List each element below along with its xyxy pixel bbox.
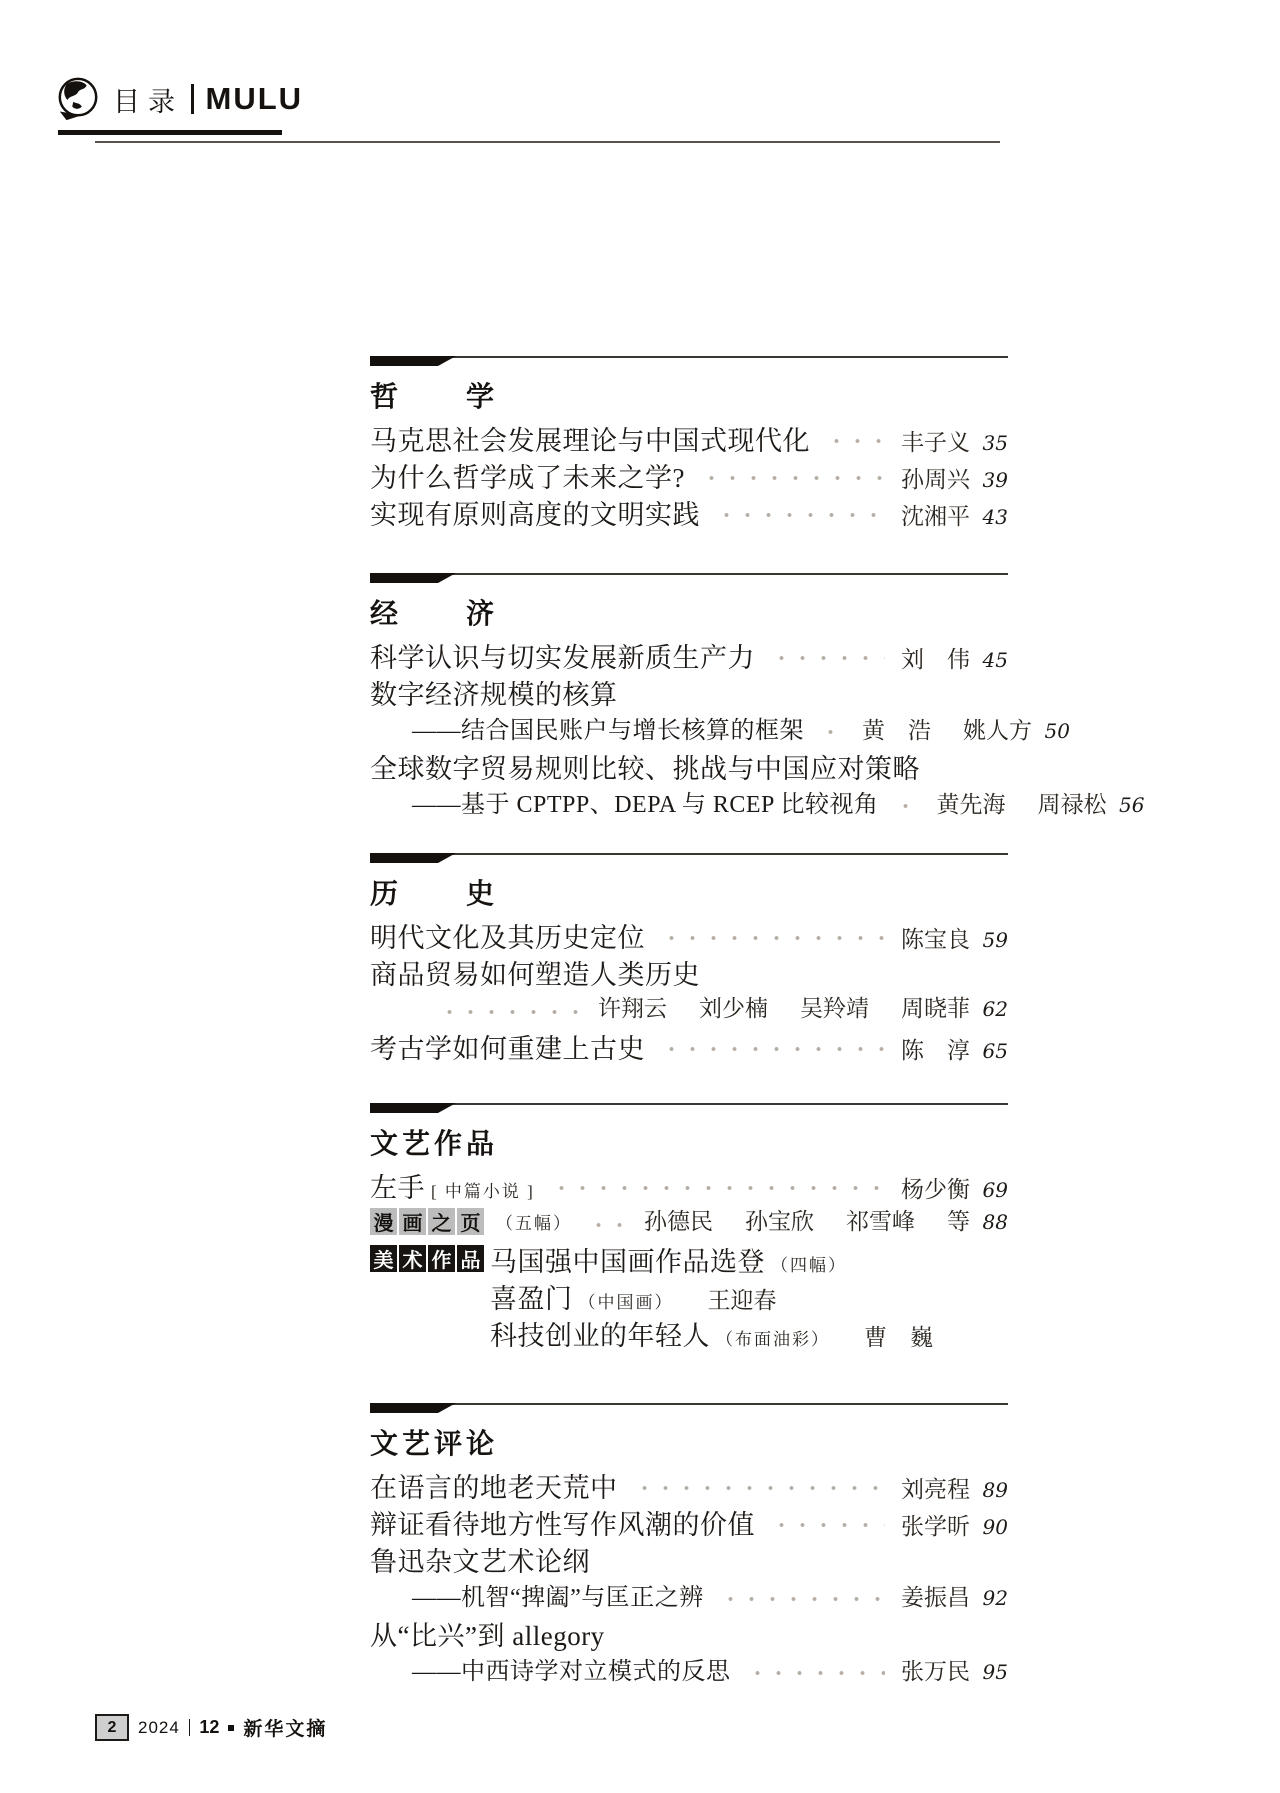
entry-page-number: 59 <box>982 928 1008 952</box>
section-title: 文艺评论 <box>370 1429 499 1460</box>
author-name: 周晓菲 <box>901 996 970 1021</box>
entry-page-number: 90 <box>982 1515 1008 1539</box>
author-name: 等 <box>947 1209 970 1234</box>
entry-title: 考古学如何重建上古史 <box>370 1034 645 1064</box>
toc-section <box>370 1403 1008 1688</box>
section-bar <box>370 1103 1008 1113</box>
entry-authors <box>598 990 970 1023</box>
entry-authors <box>901 1579 970 1612</box>
section-rule <box>370 1403 1008 1405</box>
tag-char: 漫 <box>370 1208 397 1235</box>
author-name: 张万民 <box>901 1659 970 1684</box>
entry-authors <box>937 786 1107 819</box>
page-title-en: MULU <box>205 81 304 116</box>
entry-title: 科学认识与切实发展新质生产力 <box>370 643 755 673</box>
section-bar <box>370 853 1008 863</box>
entry-page-number: 95 <box>982 1660 1008 1684</box>
entry-page-number: 43 <box>982 505 1008 529</box>
tag-char: 页 <box>457 1208 484 1235</box>
author-name: 吴羚靖 <box>800 996 869 1021</box>
entry-title: 商品贸易如何塑造人类历史 <box>370 960 700 990</box>
entry-title: 为什么哲学成了未来之学? <box>370 463 685 493</box>
author-name: 孙德民 <box>644 1209 713 1234</box>
entry-authors <box>901 498 970 531</box>
entry-title: 鲁迅杂文艺术论纲 <box>370 1547 590 1577</box>
entry-title: ——机智“捭阖”与匡正之辨 <box>412 1585 704 1611</box>
entry-note: （布面油彩） <box>716 1330 830 1349</box>
author-name: 杨少衡 <box>901 1177 970 1202</box>
toc-entry <box>370 1027 1008 1064</box>
author-name: 姜振昌 <box>901 1585 970 1610</box>
author-name: 曹 巍 <box>864 1325 933 1350</box>
entry-title: 从“比兴”到 allegory <box>370 1621 605 1651</box>
tag-char: 画 <box>399 1208 426 1235</box>
entry-page-number: 88 <box>982 1210 1008 1234</box>
entry-title: 数字经济规模的核算 <box>370 680 618 710</box>
entry-note: （五幅） <box>496 1214 572 1233</box>
page-footer <box>95 1714 327 1741</box>
tag-char: 术 <box>399 1245 426 1272</box>
entry-title: 辩证看待地方性写作风潮的价值 <box>370 1510 755 1540</box>
entry-authors <box>901 1508 970 1541</box>
author-name: 沈湘平 <box>901 504 970 529</box>
entry-title: ——中西诗学对立模式的反思 <box>412 1659 731 1685</box>
header-divider <box>191 84 194 114</box>
entry-page-number: 89 <box>982 1478 1008 1502</box>
author-name: 张学昕 <box>901 1514 970 1539</box>
entry-page-number: 56 <box>1119 793 1145 817</box>
section-wedge-icon <box>370 1103 456 1113</box>
entry-authors <box>901 1653 970 1686</box>
footer-square-icon <box>228 1725 234 1731</box>
toc-entry <box>370 953 1008 990</box>
author-name: 黄 浩 <box>862 718 931 743</box>
dot-leader <box>632 1484 886 1492</box>
page-title-cn: 目录 <box>113 86 183 117</box>
author-name: 孙宝欣 <box>745 1209 814 1234</box>
section-bar <box>370 1403 1008 1413</box>
toc-entry <box>370 1466 1008 1503</box>
entry-page-number: 35 <box>982 431 1008 455</box>
toc-section <box>370 1103 1008 1351</box>
author-name: 祁雪峰 <box>846 1209 915 1234</box>
author-name: 丰子义 <box>901 430 970 455</box>
dot-leader <box>769 654 885 662</box>
entry-title: ——基于 CPTPP、DEPA 与 RCEP 比较视角 <box>412 792 879 818</box>
author-name: 黄先海 <box>936 792 1006 817</box>
toc-entry <box>370 1577 1008 1614</box>
footer-issue: 12 <box>199 1717 220 1737</box>
section-title: 历 史 <box>370 879 499 910</box>
toc-entry <box>370 456 1008 493</box>
entry-title: 明代文化及其历史定位 <box>370 923 645 953</box>
dot-leader <box>893 802 921 810</box>
entry-title: 左手 <box>370 1173 425 1203</box>
section-bar <box>370 356 1008 366</box>
entry-page-number: 62 <box>982 997 1008 1021</box>
toc-section <box>370 853 1008 1064</box>
entry-authors <box>708 1282 777 1315</box>
entry-page-number: 39 <box>982 468 1008 492</box>
author-name: 姚人方 <box>963 718 1032 743</box>
section-entries <box>370 419 1008 530</box>
dot-leader <box>718 1595 885 1603</box>
author-name: 刘少楠 <box>699 996 768 1021</box>
entry-authors <box>864 1319 933 1352</box>
tag-char: 之 <box>428 1208 455 1235</box>
toc-entry <box>370 784 1145 821</box>
toc-entry <box>370 1503 1008 1540</box>
toc-section <box>370 573 1145 821</box>
toc-entry <box>370 990 1008 1027</box>
author-name: 王迎春 <box>707 1288 777 1313</box>
entry-title: 喜盈门 <box>490 1284 573 1314</box>
toc-entry <box>370 916 1008 953</box>
section-rule <box>370 356 1008 358</box>
entry-tag <box>370 1208 484 1235</box>
dot-leader <box>714 511 885 519</box>
section-rule <box>370 573 1008 575</box>
entry-authors <box>901 461 970 494</box>
entry-authors <box>644 1203 970 1236</box>
entry-title: 马克思社会发展理论与中国式现代化 <box>370 426 810 456</box>
footer-divider <box>189 1719 191 1736</box>
toc-entry <box>370 493 1008 530</box>
toc-entry <box>370 1651 1008 1688</box>
entry-authors <box>901 1171 970 1204</box>
toc-entry <box>370 1540 1008 1577</box>
toc-entry <box>370 636 1008 673</box>
author-name: 陈 淳 <box>901 1038 970 1063</box>
page-header <box>55 76 303 122</box>
entry-authors <box>901 641 970 674</box>
entry-note: （中国画） <box>578 1293 674 1312</box>
toc-section <box>370 356 1008 530</box>
entry-page-number: 45 <box>982 648 1008 672</box>
section-entries <box>370 916 1008 1064</box>
header-underline <box>58 130 282 135</box>
tag-char: 作 <box>428 1245 455 1272</box>
entry-authors <box>901 1032 970 1065</box>
page-number-box: 2 <box>95 1714 129 1741</box>
entry-title: 在语言的地老天荒中 <box>370 1473 618 1503</box>
toc-entry <box>370 710 1070 747</box>
dot-leader <box>586 1221 628 1229</box>
entry-authors <box>901 1471 970 1504</box>
toc-entry <box>370 673 1008 710</box>
entry-tag <box>370 1245 484 1272</box>
toc-entry <box>370 1614 1008 1651</box>
footer-year: 2024 <box>138 1717 180 1737</box>
tag-char: 美 <box>370 1245 397 1272</box>
section-rule <box>370 853 1008 855</box>
section-title: 哲 学 <box>370 382 499 413</box>
entry-title: 实现有原则高度的文明实践 <box>370 500 700 530</box>
entry-page-number: 65 <box>982 1039 1008 1063</box>
entry-title: ——结合国民账户与增长核算的框架 <box>412 718 804 744</box>
entry-authors <box>901 424 970 457</box>
dot-leader <box>818 728 846 736</box>
toc-entry <box>370 1166 1008 1203</box>
author-name: 孙周兴 <box>901 467 970 492</box>
section-wedge-icon <box>370 853 456 863</box>
section-wedge-icon <box>370 573 456 583</box>
section-wedge-icon <box>370 1403 456 1413</box>
entry-note: （四幅） <box>771 1256 847 1275</box>
tag-char: 品 <box>457 1245 484 1272</box>
author-name: 刘亮程 <box>901 1477 970 1502</box>
entry-authors <box>901 921 970 954</box>
section-entries <box>370 1166 1008 1351</box>
section-rule <box>370 1103 1008 1105</box>
section-wedge-icon <box>370 356 456 366</box>
dot-leader <box>549 1184 885 1192</box>
section-title: 经 济 <box>370 599 499 630</box>
section-bar <box>370 573 1008 583</box>
author-name: 周禄松 <box>1037 792 1107 817</box>
section-entries <box>370 1466 1008 1688</box>
toc-entry <box>370 747 1008 784</box>
toc-entry <box>370 419 1008 456</box>
author-name: 陈宝良 <box>901 927 970 952</box>
dot-leader <box>824 437 885 445</box>
dot-leader <box>699 474 885 482</box>
entry-authors <box>862 712 1032 745</box>
dot-leader <box>745 1669 886 1677</box>
entry-page-number: 69 <box>982 1178 1008 1202</box>
toc-entry <box>370 1240 1008 1277</box>
globe-icon <box>55 76 101 122</box>
section-entries <box>370 636 1145 821</box>
header-rule <box>95 141 1000 143</box>
entry-title: 全球数字贸易规则比较、挑战与中国应对策略 <box>370 754 920 784</box>
toc-entry <box>370 1314 1008 1351</box>
entry-page-number: 50 <box>1044 719 1070 743</box>
dot-leader <box>769 1521 885 1529</box>
dot-leader <box>437 1008 582 1016</box>
toc-entry <box>370 1277 1008 1314</box>
entry-note: [ 中篇小说 ] <box>431 1182 535 1201</box>
author-name: 刘 伟 <box>901 647 970 672</box>
entry-page-number: 92 <box>982 1586 1008 1610</box>
entry-title: 马国强中国画作品选登 <box>490 1247 765 1277</box>
dot-leader <box>659 934 885 942</box>
toc-entry <box>370 1203 1008 1240</box>
entry-title: 科技创业的年轻人 <box>490 1321 710 1351</box>
section-title: 文艺作品 <box>370 1129 499 1160</box>
footer-magazine-name: 新华文摘 <box>243 1719 328 1740</box>
dot-leader <box>659 1045 885 1053</box>
author-name: 许翔云 <box>598 996 667 1021</box>
